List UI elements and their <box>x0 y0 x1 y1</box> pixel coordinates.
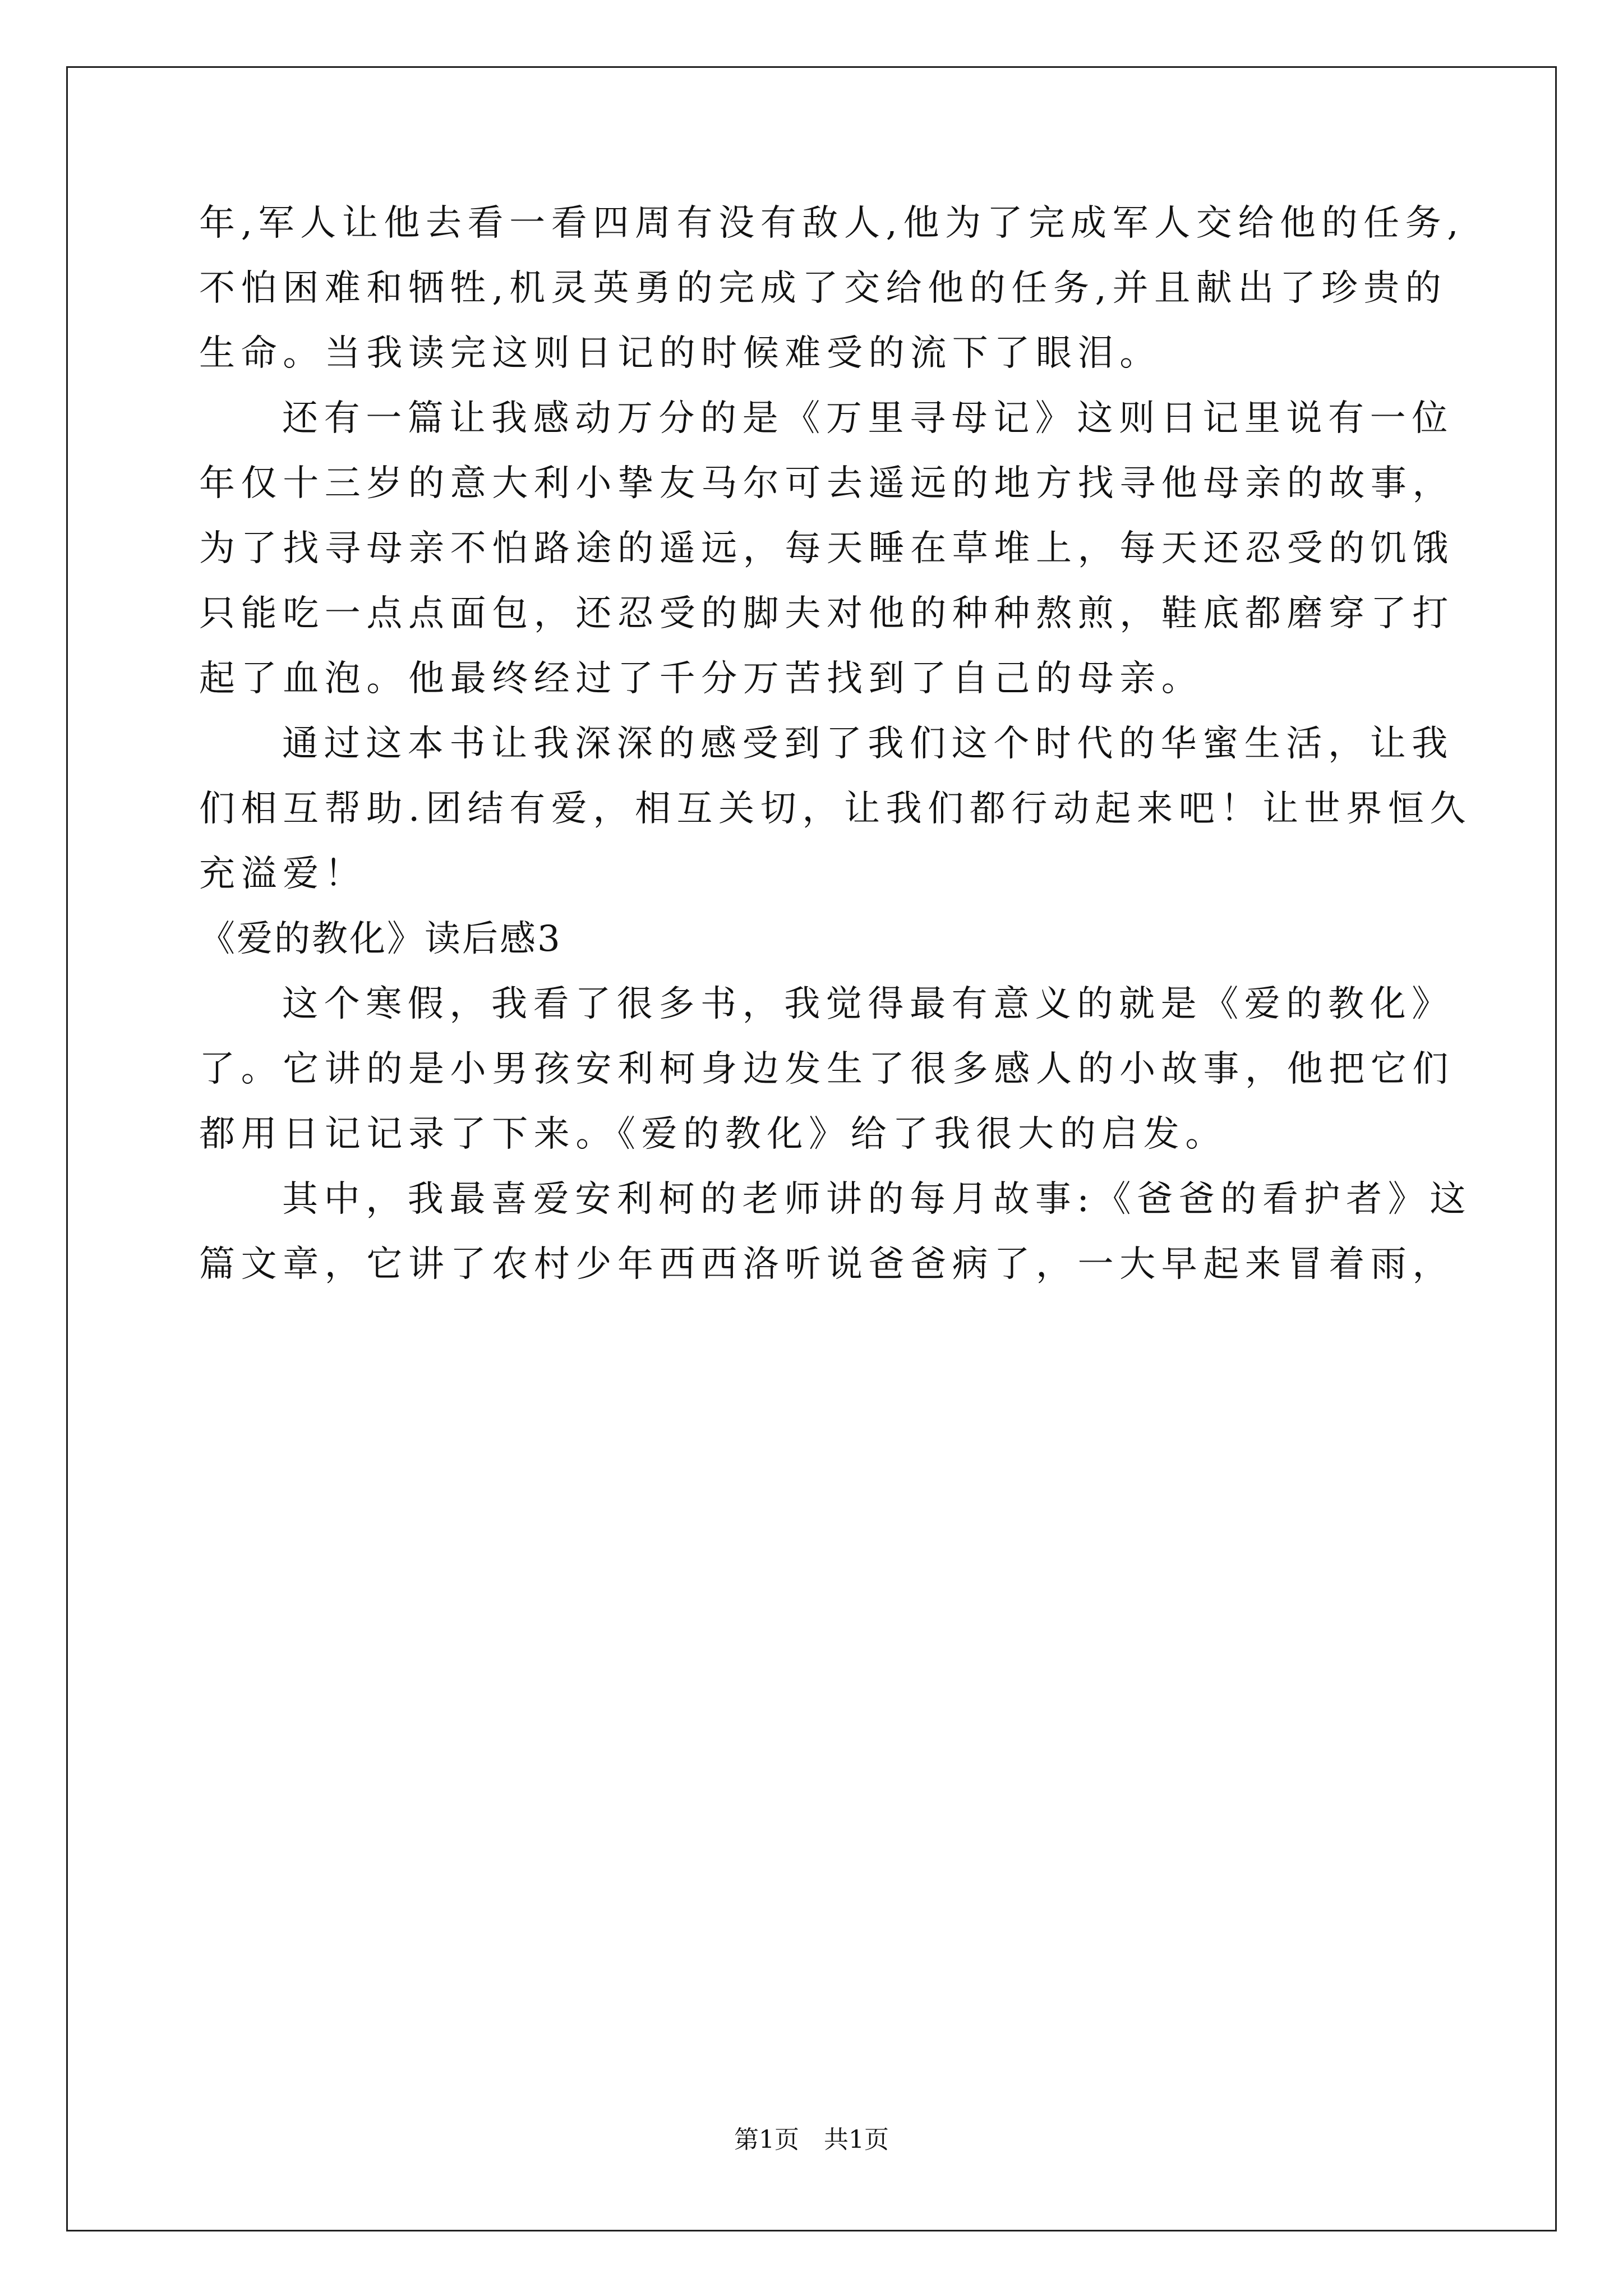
text-line: 生命。当我读完这则日记的时候难受的流下了眼泪。 <box>199 333 1161 374</box>
text-line: 起了血泡。他最终经过了千分万苦找到了自己的母亲。 <box>199 658 1204 700</box>
page-footer: 第1页 共1页 <box>734 2125 889 2154</box>
section-heading: 《爱的教化》读后感3 <box>199 918 562 960</box>
text-line: 这个寒假，我看了很多书，我觉得最有意义的就是《爱的教化》 <box>282 983 1454 1025</box>
text-line: 不怕困难和牺牲,机灵英勇的完成了交给他的任务,并且献出了珍贵的 <box>199 268 1447 309</box>
text-line: 年仅十三岁的意大利小挚友马尔可去遥远的地方找寻他母亲的故事， <box>199 463 1454 504</box>
text-line: 充溢爱！ <box>199 853 367 895</box>
document-body <box>199 191 1472 1297</box>
text-line: 还有一篇让我感动万分的是《万里寻母记》这则日记里说有一位 <box>282 398 1454 439</box>
text-line: 们相互帮助.团结有爱，相互关切，让我们都行动起来吧！让世界恒久 <box>199 788 1472 830</box>
text-line: 只能吃一点点面包，还忍受的脚夫对他的种种熬煎，鞋底都磨穿了打 <box>199 593 1454 634</box>
text-line: 通过这本书让我深深的感受到了我们这个时代的华蜜生活，让我 <box>282 723 1454 765</box>
text-line: 了。它讲的是小男孩安利柯身边发生了很多感人的小故事，他把它们 <box>199 1048 1454 1090</box>
text-line: 篇文章，它讲了农村少年西西洛听说爸爸病了，一大早起来冒着雨， <box>199 1244 1454 1285</box>
text-line: 为了找寻母亲不怕路途的遥远，每天睡在草堆上，每天还忍受的饥饿 <box>199 528 1454 569</box>
text-line: 其中，我最喜爱安利柯的老师讲的每月故事:《爸爸的看护者》这 <box>282 1179 1472 1220</box>
text-line: 都用日记记录了下来。《爱的教化》给了我很大的启发。 <box>199 1114 1227 1155</box>
text-line: 年,军人让他去看一看四周有没有敌人,他为了完成军人交给他的任务, <box>199 203 1465 244</box>
